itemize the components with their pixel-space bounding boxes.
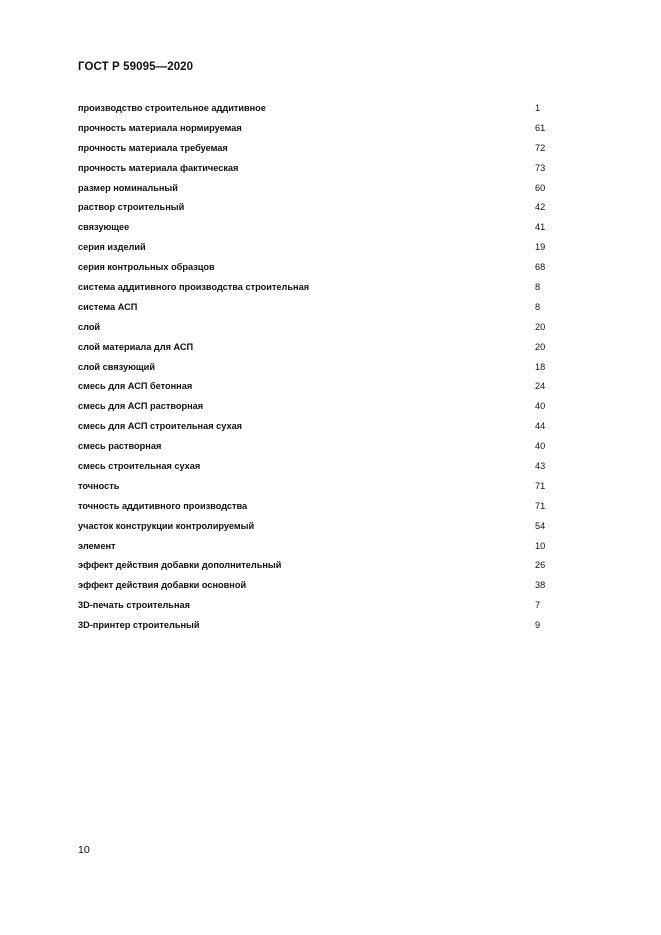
index-term: связующее xyxy=(78,222,130,233)
index-term-reference: 1 xyxy=(535,102,541,113)
index-term: участок конструкции контролируемый xyxy=(78,520,255,531)
index-entry xyxy=(78,138,558,158)
index-term-reference: 26 xyxy=(535,560,546,571)
index-entry xyxy=(78,237,558,257)
index-term: эффект действия добавки основной xyxy=(78,580,247,591)
index-term-reference: 61 xyxy=(535,122,546,133)
index-entry xyxy=(78,376,558,396)
index-term-reference: 40 xyxy=(535,401,546,412)
index-term-reference: 19 xyxy=(535,242,546,253)
index-term: смесь для АСП строительная сухая xyxy=(78,421,243,432)
index-term-reference: 38 xyxy=(535,580,546,591)
index-term-reference: 40 xyxy=(535,441,546,452)
index-term: прочность материала нормируемая xyxy=(78,122,242,133)
index-entry xyxy=(78,337,558,357)
index-term-reference: 41 xyxy=(535,222,546,233)
index-entry xyxy=(78,396,558,416)
index-term-reference: 68 xyxy=(535,262,546,273)
index-entry xyxy=(78,257,558,277)
index-entry xyxy=(78,555,558,575)
index-term-reference: 8 xyxy=(535,281,541,292)
index-entry xyxy=(78,178,558,198)
index-term-reference: 44 xyxy=(535,421,546,432)
index-entry xyxy=(78,595,558,615)
index-entry xyxy=(78,416,558,436)
index-entry xyxy=(78,575,558,595)
index-entry xyxy=(78,436,558,456)
index-term-reference: 7 xyxy=(535,600,541,611)
index-term-reference: 43 xyxy=(535,460,546,471)
alphabetical-index-list xyxy=(78,98,558,635)
index-term-reference: 9 xyxy=(535,620,541,631)
index-term: слой xyxy=(78,321,101,332)
index-term: производство строительное аддитивное xyxy=(78,102,266,113)
index-term: точность аддитивного производства xyxy=(78,500,248,511)
index-term-reference: 71 xyxy=(535,480,546,491)
index-term-reference: 18 xyxy=(535,361,546,372)
index-entry xyxy=(78,297,558,317)
index-entry xyxy=(78,98,558,118)
index-term: слой связующий xyxy=(78,361,155,372)
index-term: смесь строительная сухая xyxy=(78,460,201,471)
index-term-reference: 54 xyxy=(535,520,546,531)
index-term: прочность материала фактическая xyxy=(78,162,239,173)
index-entry xyxy=(78,357,558,377)
index-term: серия контрольных образцов xyxy=(78,262,215,273)
index-term-reference: 73 xyxy=(535,162,546,173)
index-term-reference: 72 xyxy=(535,142,546,153)
index-term: серия изделий xyxy=(78,242,146,253)
index-entry xyxy=(78,197,558,217)
index-entry xyxy=(78,118,558,138)
index-term-reference: 42 xyxy=(535,202,546,213)
index-entry xyxy=(78,217,558,237)
index-entry xyxy=(78,536,558,556)
index-term: элемент xyxy=(78,540,116,551)
index-term: размер номинальный xyxy=(78,182,178,193)
index-entry xyxy=(78,317,558,337)
index-entry xyxy=(78,516,558,536)
index-term: система аддитивного производства строительная xyxy=(78,281,310,292)
index-term-reference: 20 xyxy=(535,341,546,352)
index-term-reference: 20 xyxy=(535,321,546,332)
index-term: смесь для АСП растворная xyxy=(78,401,204,412)
index-entry xyxy=(78,615,558,635)
index-term-reference: 24 xyxy=(535,381,546,392)
index-term: 3D-печать строительная xyxy=(78,600,190,611)
index-term: прочность материала требуемая xyxy=(78,142,228,153)
index-term: точность xyxy=(78,480,120,491)
index-entry xyxy=(78,496,558,516)
index-entry xyxy=(78,476,558,496)
index-entry xyxy=(78,456,558,476)
index-term: смесь для АСП бетонная xyxy=(78,381,193,392)
index-term-reference: 10 xyxy=(535,540,546,551)
page-number: 10 xyxy=(78,844,90,856)
document-header-standard-code: ГОСТ Р 59095—2020 xyxy=(78,61,194,73)
index-entry xyxy=(78,158,558,178)
index-term: слой материала для АСП xyxy=(78,341,194,352)
index-term-reference: 8 xyxy=(535,301,541,312)
index-term: эффект действия добавки дополнительный xyxy=(78,560,282,571)
index-term: система АСП xyxy=(78,301,138,312)
index-term: раствор строительный xyxy=(78,202,185,213)
index-term: смесь растворная xyxy=(78,441,162,452)
index-term: 3D-принтер строительный xyxy=(78,620,200,631)
index-term-reference: 71 xyxy=(535,500,546,511)
index-term-reference: 60 xyxy=(535,182,546,193)
index-entry xyxy=(78,277,558,297)
